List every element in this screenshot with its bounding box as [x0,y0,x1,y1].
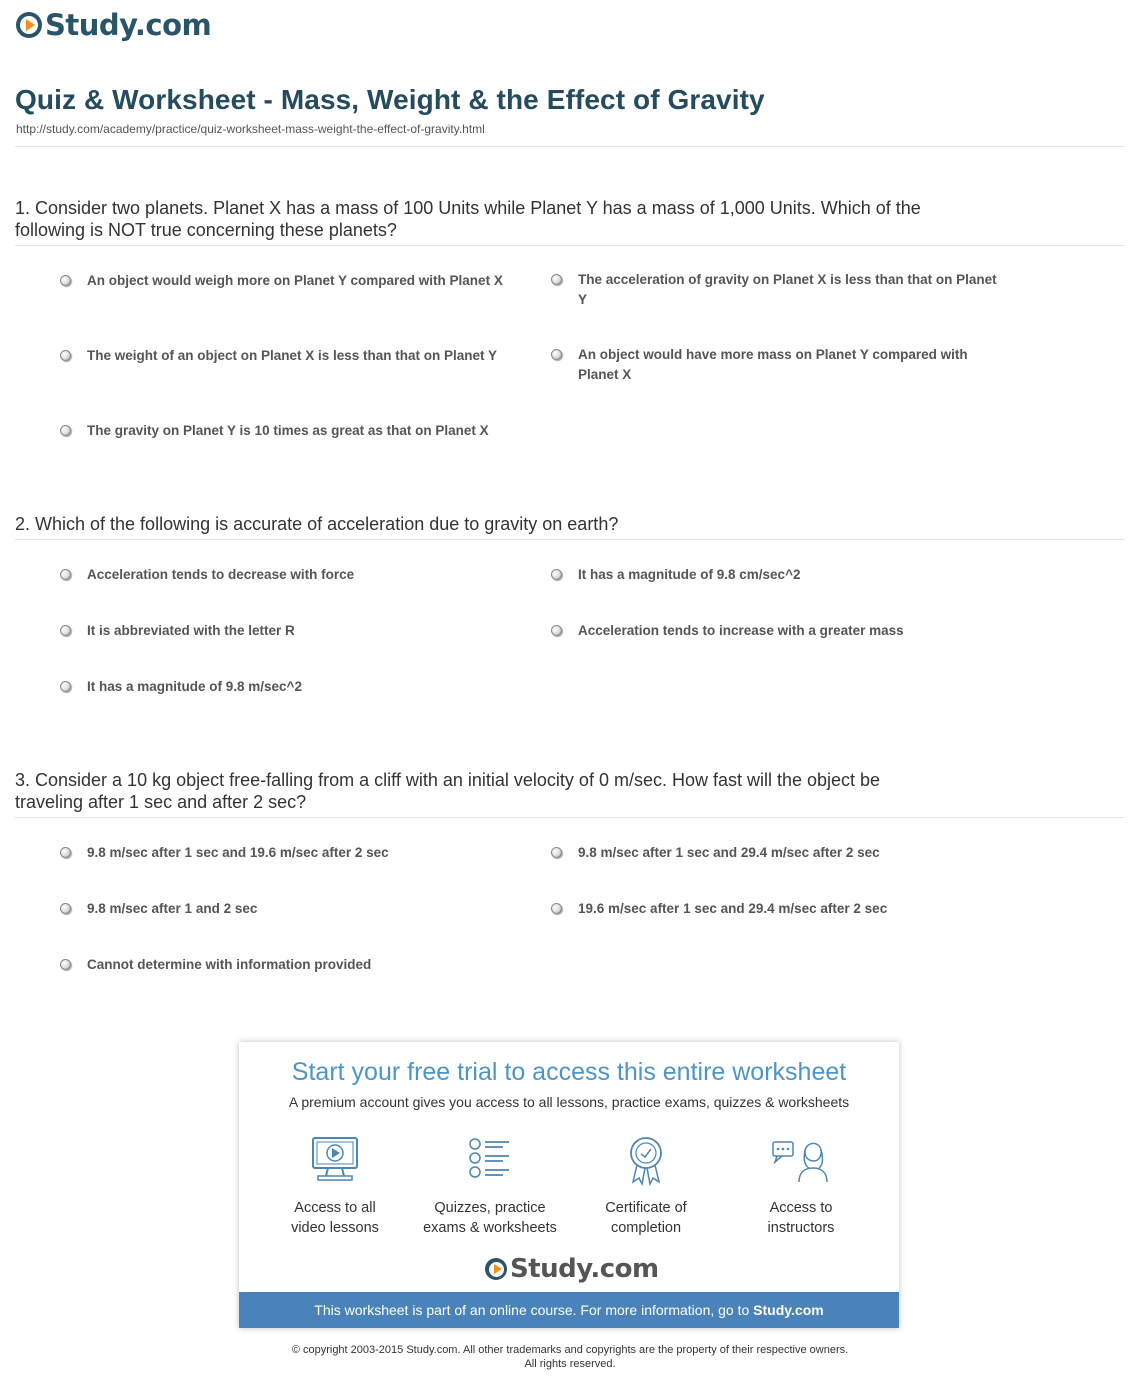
feature-label: Quizzes, practice exams & worksheets [423,1200,557,1236]
question-3-text: 3. Consider a 10 kg object free-falling from a cliff with an initial velocity of 0 m/sec. How fast will the object be traveling after 1 sec and after 2 sec? [15,770,881,812]
feature-label: Access to instructors [767,1200,835,1236]
answer-option[interactable] [551,621,1018,641]
logo-text: Study.com [510,1254,659,1284]
answer-option[interactable] [60,421,527,441]
feature-video-lessons [260,1136,410,1238]
answer-label: 9.8 m/sec after 1 sec and 29.4 m/sec after 2 sec [578,845,880,860]
answer-label: It has a magnitude of 9.8 m/sec^2 [87,679,302,694]
radio-button-icon[interactable] [60,425,71,436]
divider [15,539,1125,540]
promo-subtitle: A premium account gives you access to all lessons, practice exams, quizzes & worksheets [288,1094,850,1110]
radio-button-icon[interactable] [551,349,562,360]
radio-button-icon[interactable] [551,847,562,858]
instructor-icon [769,1136,833,1184]
radio-button-icon[interactable] [551,274,562,285]
answer-option[interactable] [60,677,527,697]
answer-option[interactable] [60,899,527,919]
answer-option[interactable] [60,843,527,863]
answer-label: The weight of an object on Planet X is less than that on Planet Y [87,348,498,363]
radio-button-icon[interactable] [551,625,562,636]
answer-label: Cannot determine with information provided [87,957,372,972]
promo-logo[interactable] [485,1254,659,1284]
answer-option[interactable] [551,270,998,310]
answer-label: Acceleration tends to decrease with force [87,567,355,582]
play-logo-icon [16,12,42,38]
feature-quizzes [415,1136,565,1238]
answer-option[interactable] [551,899,1018,919]
study-com-link[interactable]: Study.com [753,1302,824,1318]
radio-button-icon[interactable] [60,959,71,970]
quiz-list-icon [465,1136,515,1184]
answer-option[interactable] [551,565,1018,585]
answer-option[interactable] [60,955,527,975]
answer-option[interactable] [60,621,527,641]
feature-label: Certificate of completion [605,1200,687,1236]
radio-button-icon[interactable] [60,903,71,914]
radio-button-icon[interactable] [60,625,71,636]
radio-button-icon[interactable] [60,350,71,361]
feature-certificate [571,1136,721,1238]
answer-option[interactable] [551,345,1008,385]
answer-label: Acceleration tends to increase with a greater mass [578,623,904,638]
feature-label: Access to all video lessons [291,1200,379,1236]
answer-label: The acceleration of gravity on Planet X is less than that on Planet Y [578,272,997,307]
radio-button-icon[interactable] [60,569,71,580]
copyright-notice: © copyright 2003-2015 Study.com. All other trademarks and copyrights are the property of their respective owners. All rights reserved. [291,1344,849,1370]
free-trial-promo[interactable] [239,1042,899,1328]
radio-button-icon[interactable] [60,275,71,286]
answer-label: The gravity on Planet Y is 10 times as great as that on Planet X [87,423,489,438]
video-lesson-icon [310,1136,360,1184]
divider [15,146,1125,147]
answer-label: It has a magnitude of 9.8 cm/sec^2 [578,567,801,582]
promo-title[interactable]: Start your free trial to access this entire worksheet [291,1058,847,1086]
question-1-text: 1. Consider two planets. Planet X has a mass of 100 Units while Planet Y has a mass of 1,000 Units. Which of the following is NOT true concerning these planets? [15,198,921,240]
divider [15,817,1125,818]
page-url: http://study.com/academy/practice/quiz-worksheet-mass-weight-the-effect-of-gravity.html [16,122,485,136]
answer-label: An object would weigh more on Planet Y compared with Planet X [87,273,503,288]
answer-option[interactable] [60,565,527,585]
site-logo[interactable] [16,10,211,40]
answer-label: An object would have more mass on Planet Y compared with Planet X [578,347,968,382]
answer-label: 9.8 m/sec after 1 sec and 19.6 m/sec after 2 sec [87,845,389,860]
course-info-bar[interactable]: This worksheet is part of an online course. For more information, go to Study.com [239,1292,899,1328]
radio-button-icon[interactable] [551,569,562,580]
answer-label: 9.8 m/sec after 1 and 2 sec [87,901,258,916]
divider [15,245,1125,246]
certificate-icon [621,1136,671,1186]
answer-label: It is abbreviated with the letter R [87,623,295,638]
question-2-text: 2. Which of the following is accurate of acceleration due to gravity on earth? [15,514,619,534]
answer-label: 19.6 m/sec after 1 sec and 29.4 m/sec after 2 sec [578,901,888,916]
feature-instructors [726,1136,876,1238]
answer-option[interactable] [551,843,1018,863]
answer-option[interactable] [60,271,527,291]
page-title: Quiz & Worksheet - Mass, Weight & the Effect of Gravity [15,84,765,115]
radio-button-icon[interactable] [60,847,71,858]
radio-button-icon[interactable] [551,903,562,914]
play-logo-icon [485,1258,507,1280]
answer-option[interactable] [60,346,527,366]
logo-text: Study.com [45,8,212,42]
radio-button-icon[interactable] [60,681,71,692]
